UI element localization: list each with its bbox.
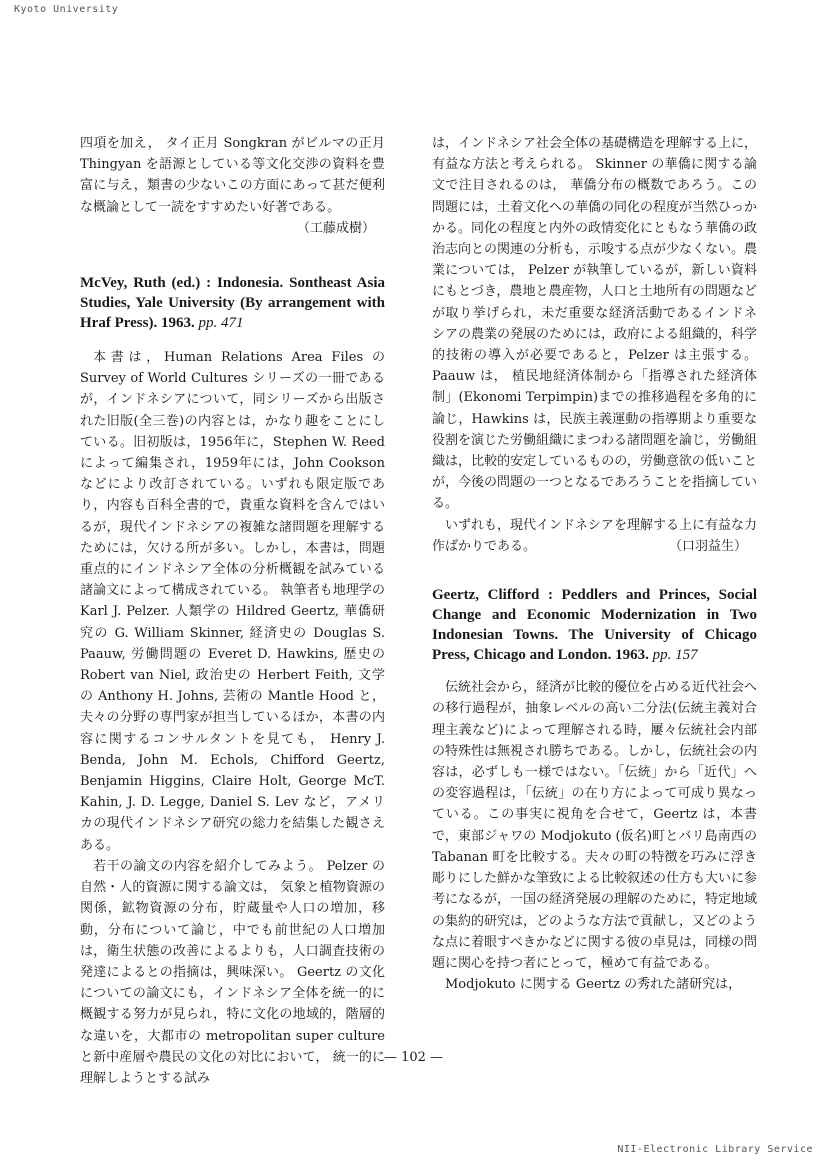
review-2-title xyxy=(432,585,757,665)
review-1-paragraph-3: いずれも，現代インドネシアを理解する上に有益な力作ばかりである。 xyxy=(432,517,757,554)
intro-signature: （工藤成樹） xyxy=(296,220,375,236)
review-1-paragraph-2-continued: は，インドネシア社会全体の基礎構造を理解する上に，有益な方法と考えられる。 Skinner の華僑に関する論文で注目されるのは， 華僑分布の概数であろう。この問題には，土着文化への華僑の同化の程度が当然ひっかかる。同化の程度と内外の政情変化にともなう華僑の政治志向との関連の分析も，示唆する点が少なくない。農業については， Pelzer が執筆しているが，新しい資料にもとづき，農地と農産物，人口と土地所有の問題などが取り挙げられ，未だ重要な経済活動であるインドネシアの農業の発展のためには，政府による組織的，科学的技術の導入が必要であると，Pelzer は主張する。 Paauw は， 植民地経済体制から「指導された経済体制」(Ekonomi Terpimpin)までの推移過程を多角的に論じ，Hawkins は，民族主義運動の指導期より重要な役割を演じた労働組織にまつわる諸問題を論じ，労働組織は，比較的安定しているものの，労働意欲の低いことが，今後の問題の一つとなるであろうことを指摘している。 xyxy=(432,136,758,512)
right-column xyxy=(432,133,757,995)
left-column xyxy=(80,133,385,1089)
review-1-pages: pp. 471 xyxy=(198,315,244,332)
review-1-signature: （口羽益生） xyxy=(668,539,747,555)
institution-header: Kyoto University xyxy=(14,4,119,15)
intro-paragraph: 四項を加え， タイ正月 Songkran がビルマの正月 Thingyan を語源としている等文化交渉の資料を豊富に与え，類書の少ないこの方面にあって甚だ便利な概論として一読をすすめたい好著である。 xyxy=(80,136,385,215)
review-1-title xyxy=(80,273,385,333)
review-2-paragraph-1: 伝統社会から，経済が比較的優位を占める近代社会への移行過程が，抽象レベルの高い二分法(伝統主義対合理主義など)によって理解される時，屢々伝統社会内部の特殊性は無視され勝ちである。しかし，伝統社会の内容は，必ずしも一様ではない。「伝統」から「近代」への変容過程は，「伝統」の在り方によって可成り異なっている。この事実に視角を合せて，Geertz は，本書で，東部ジャワの Modjokuto (仮名)町とバリ島南西の Tabanan 町を比較する。夫々の町の特徴を巧みに浮き彫りにした鮮かな筆致による比較叙述の仕方も大いに参考になるが，一国の経済発展の理解のために，特定地域の集約的研究は，どのような方法で貢献し，又どのような点に着眼すべきかなどに関する彼の卓見は，同様の問題に関心を持つ者にとって，極めて有益である。 xyxy=(432,680,758,971)
review-1-paragraph-1: 本書は，Human Relations Area Files の Survey of World Cultures シリーズの一冊であるが，インドネシアについて，同シリーズから出版された旧版(全三巻)の内容とは，かなり趣をことにしている。旧初版は，1956年に，Stephen W. Reed によって編集され，1959年には，John Cookson などにより改訂されている。いずれも限定版であり，内容も百科全書的で，貴重な資料を含んではいるが，現代インドネシアの複雑な諸問題を理解するためには，欠ける所が多い。しかし，本書は，問題重点的にインドネシア全体の分析概観を試みている諸論文によって構成されている。 執筆者も地理学の Karl J. Pelzer. 人類学の Hildred Geertz, 華僑研究の G. William Skinner, 経済史の Douglas S. Paauw, 労働問題の Everet D. Hawkins, 歴史の Robert van Niel, 政治史の Herbert Feith, 文学の Anthony H. Johns, 芸術の Mantle Hood と，夫々の分野の専門家が担当しているほか，本書の内容に関するコンサルタントを見ても， Henry J. Benda, John M. Echols, Chifford Geertz, Benjamin Higgins, Claire Holt, George McT. Kahin, J. D. Legge, Daniel S. Lev など，アメリカの現代インドネシア研究の総力を結集した観さえある。 xyxy=(80,350,385,853)
review-1-title-text: McVey, Ruth (ed.) : Indonesia. Sontheast Asia Studies, Yale University (By arrangement with Hraf Press). 1963. xyxy=(80,275,385,332)
review-2-title-text: Geertz, Clifford : Peddlers and Princes, Social Change and Economic Modernization in Two Indonesian Towns. The University of Chicago Press, Chicago and London. 1963. xyxy=(432,587,757,664)
page-number: — 102 — xyxy=(383,1050,444,1065)
review-2-pages: pp. 157 xyxy=(652,647,698,664)
library-service-footer: NII-Electronic Library Service xyxy=(617,1144,813,1155)
review-2-paragraph-2: Modjokuto に関する Geertz の秀れた諸研究は， xyxy=(445,977,742,993)
review-1-paragraph-2: 若干の論文の内容を紹介してみよう。 Pelzer の自然・人的資源に関する論文は， 気象と植物資源の関係，鉱物資源の分布，貯蔵量や人口の増加，移動，分布について論じ，中でも前世紀の人口増加は，衛生状態の改善によるよりも，人口調査技術の発達によるとの指摘は，興味深い。 Geertz の文化についての論文にも，インドネシア全体を統一的に概観する努力が見られ，特に文化の地域的，階層的な違いを，大都市の metropolitan super culture と新中産層や農民の文化の対比において， 統一的に理解しようとする試み xyxy=(80,858,385,1086)
